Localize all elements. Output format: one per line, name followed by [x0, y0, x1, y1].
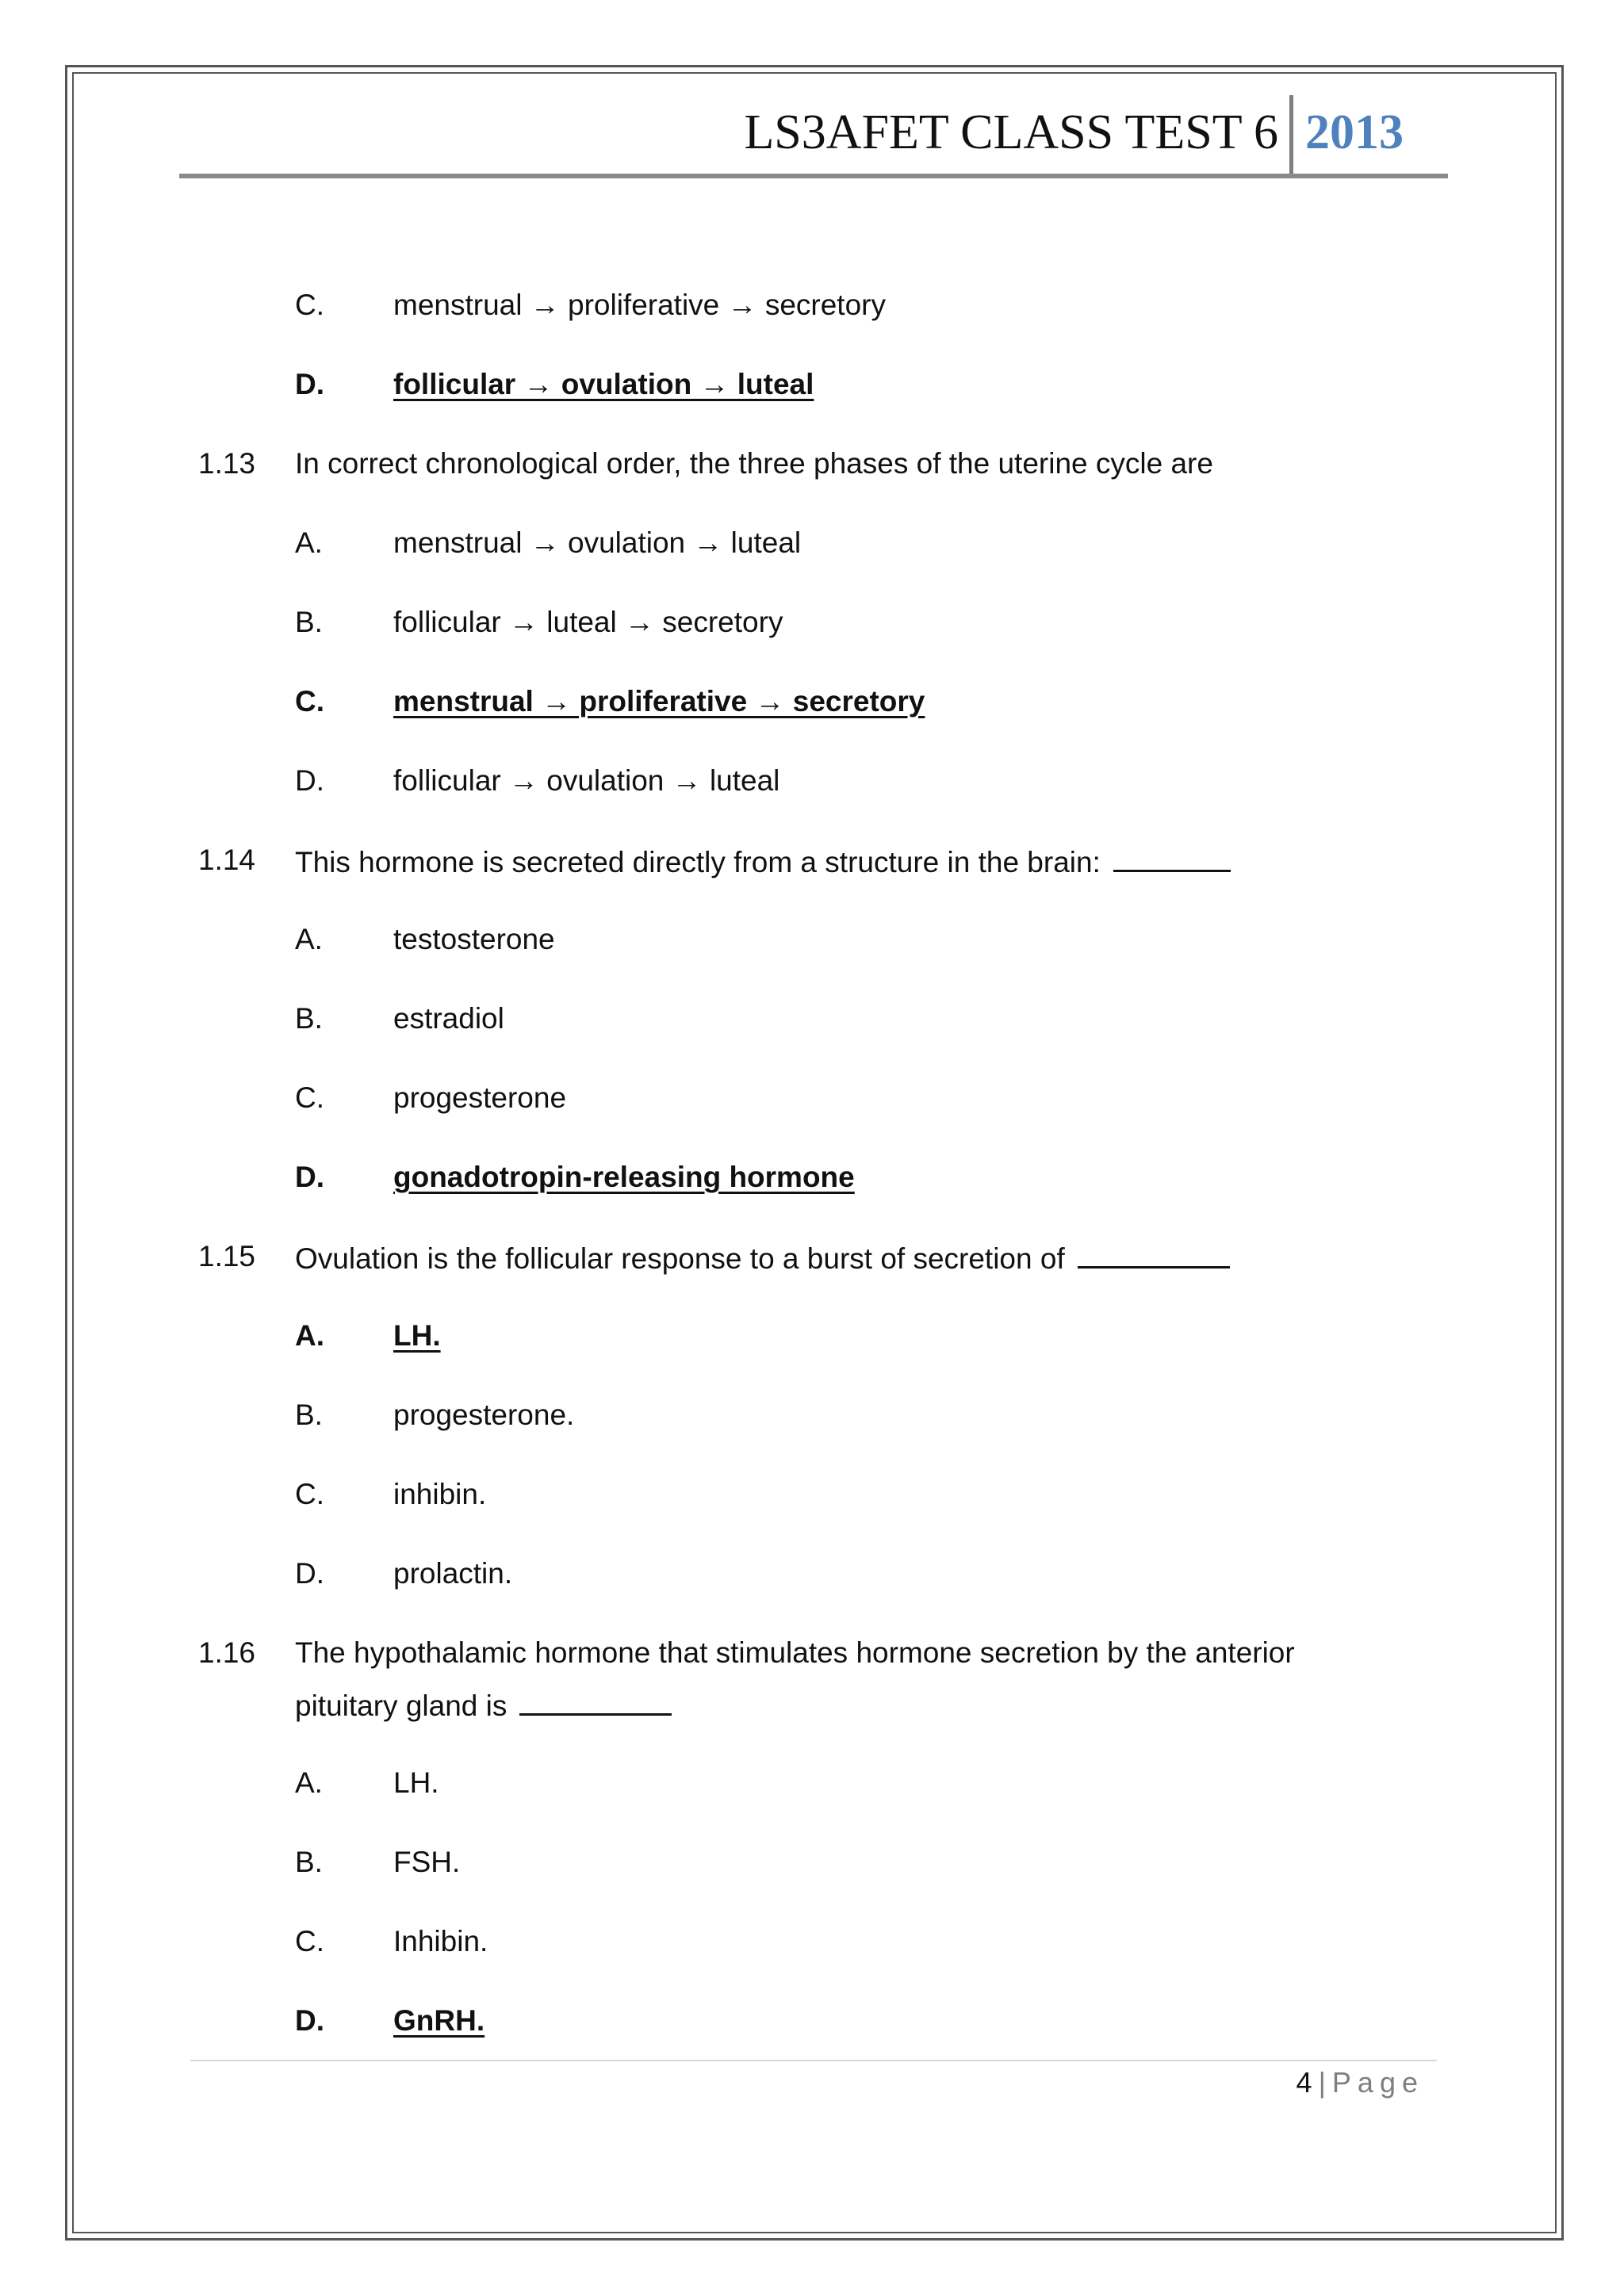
option-text: menstrual → proliferative → secretory: [393, 289, 886, 321]
option-letter: B.: [295, 1399, 323, 1431]
option-text: inhibin.: [393, 1478, 487, 1510]
option-letter: D.: [295, 368, 324, 400]
page-footer: [1297, 2066, 1424, 2099]
option-text: menstrual → ovulation → luteal: [393, 526, 802, 559]
option-1-14-c: [295, 1081, 566, 1115]
question-text: Ovulation is the follicular response to a burst of secretion of: [295, 1242, 1065, 1275]
question-number: 1.14: [198, 844, 256, 876]
header-year: 2013: [1305, 105, 1404, 159]
option-prev-c: [295, 288, 886, 323]
option-1-16-b: [295, 1845, 460, 1880]
question-number: 1.16: [198, 1636, 256, 1669]
option-letter: A.: [295, 923, 323, 955]
question-number: 1.15: [198, 1240, 256, 1272]
option-letter: C.: [295, 289, 324, 321]
page-number: 4: [1296, 2066, 1312, 2099]
option-1-13-a: [295, 526, 801, 561]
page-separator: |: [1318, 2066, 1326, 2099]
option-text: follicular → ovulation → luteal: [393, 764, 780, 797]
option-text: LH.: [393, 1766, 439, 1799]
option-text: menstrual → proliferative → secretory: [393, 685, 925, 718]
option-text: follicular → luteal → secretory: [393, 606, 783, 638]
option-text: prolactin.: [393, 1557, 513, 1590]
option-1-13-b: [295, 605, 783, 640]
option-letter: C.: [295, 1925, 324, 1957]
option-prev-d-correct: [295, 367, 814, 402]
answer-blank: [1078, 1239, 1230, 1269]
option-text: estradiol: [393, 1002, 504, 1035]
option-letter: A.: [295, 1319, 324, 1352]
option-text: LH.: [393, 1319, 441, 1352]
option-text: GnRH.: [393, 2004, 485, 2037]
option-letter: C.: [295, 1478, 324, 1510]
option-1-14-d-correct: [295, 1160, 855, 1195]
option-1-15-b: [295, 1398, 574, 1433]
option-text: testosterone: [393, 923, 555, 955]
option-1-15-a-correct: [295, 1318, 441, 1353]
option-letter: D.: [295, 764, 324, 797]
option-1-15-c: [295, 1477, 486, 1512]
option-text: FSH.: [393, 1846, 461, 1878]
option-1-14-b: [295, 1001, 504, 1036]
question-text: In correct chronological order, the three phases of the uterine cycle are: [295, 447, 1213, 480]
option-1-15-d: [295, 1556, 512, 1591]
option-letter: D.: [295, 2004, 324, 2037]
question-text-line2: pituitary gland is: [295, 1689, 508, 1722]
option-1-16-c: [295, 1924, 488, 1959]
option-letter: B.: [295, 1002, 323, 1035]
option-1-16-d-correct: [295, 2003, 485, 2038]
option-text: follicular → ovulation → luteal: [393, 368, 814, 400]
option-letter: A.: [295, 526, 323, 559]
question-number: 1.13: [198, 447, 256, 480]
option-text: progesterone.: [393, 1399, 575, 1431]
question-text-wrap: [295, 843, 1231, 880]
option-letter: B.: [295, 606, 323, 638]
option-text: gonadotropin-releasing hormone: [393, 1161, 855, 1193]
footer-rule: [190, 2060, 1437, 2061]
option-letter: D.: [295, 1161, 324, 1193]
question-text-wrap: [295, 1239, 1230, 1276]
option-letter: D.: [295, 1557, 324, 1590]
question-1-16-line2: [295, 1686, 672, 1724]
option-text: Inhibin.: [393, 1925, 488, 1957]
option-1-13-d: [295, 763, 779, 798]
answer-blank: [519, 1686, 672, 1716]
option-letter: C.: [295, 685, 324, 718]
option-letter: C.: [295, 1081, 324, 1114]
page-header: [179, 89, 1448, 178]
option-text: progesterone: [393, 1081, 567, 1114]
option-letter: B.: [295, 1846, 323, 1878]
header-rule: [179, 174, 1448, 178]
option-1-14-a: [295, 922, 555, 957]
option-letter: A.: [295, 1766, 323, 1799]
question-text: This hormone is secreted directly from a structure in the brain:: [295, 846, 1101, 878]
answer-blank: [1113, 843, 1231, 872]
option-1-16-a: [295, 1766, 439, 1800]
header-divider: [1289, 95, 1293, 174]
question-text-line1: The hypothalamic hormone that stimulates hormone secretion by the anterior: [295, 1636, 1295, 1669]
page-word: Page: [1331, 2066, 1424, 2099]
option-1-13-c-correct: [295, 684, 925, 719]
header-title: LS3AFET CLASS TEST 6: [744, 105, 1278, 159]
